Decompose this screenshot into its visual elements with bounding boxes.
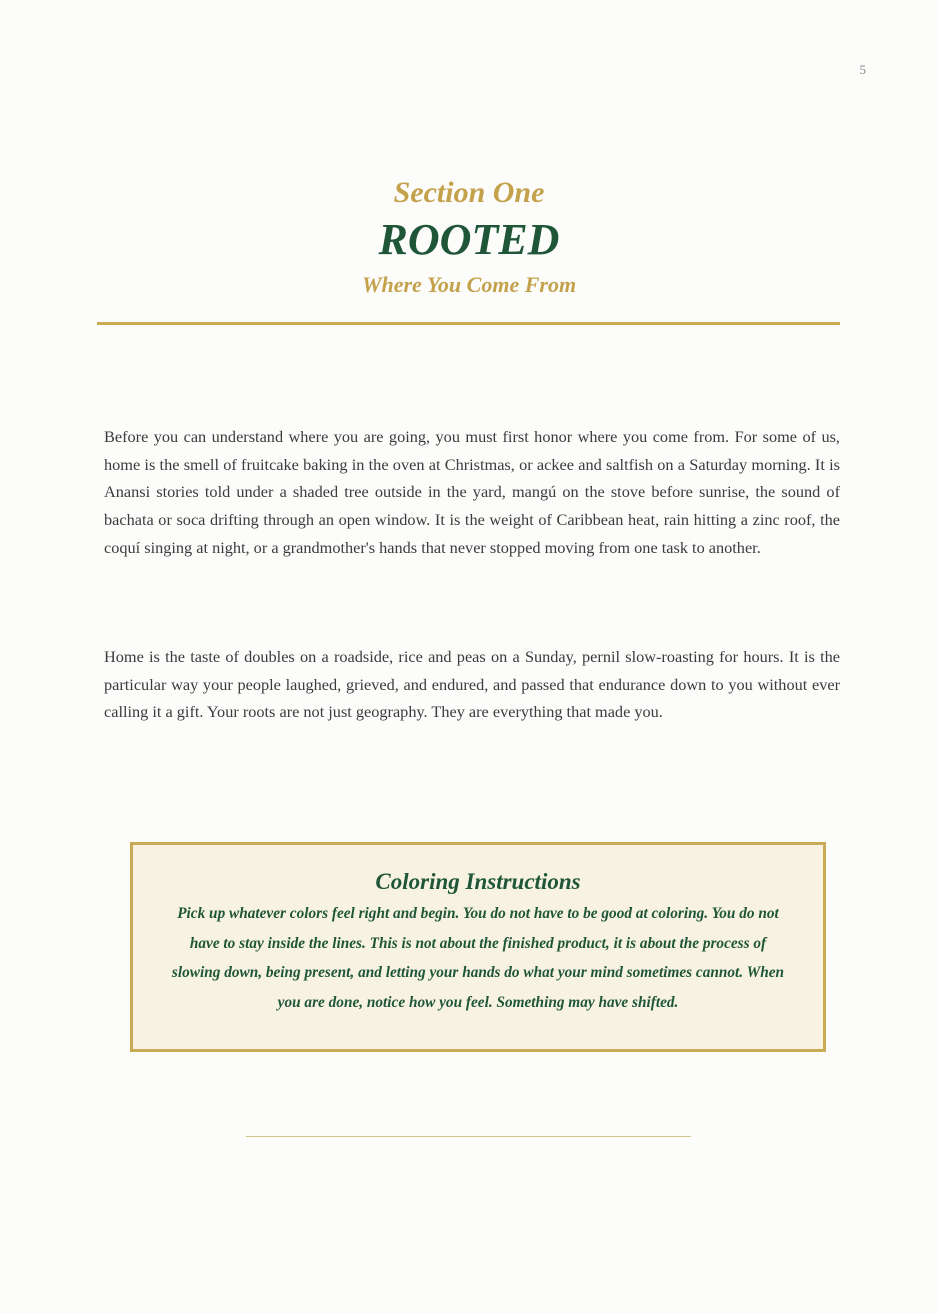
instructions-text: Pick up whatever colors feel right and begin. You do not have to be good at coloring. You do not have to stay inside the lines. This is not about the finished product, it is about the process of slowing down, being present, and letting your hands do what your mind sometimes cannot. When you are done, notice how you feel. Something may have shifted. xyxy=(171,905,785,1011)
body-paragraph-1: Before you can understand where you are going, you must first honor where you come from. For some of us, home is the smell of fruitcake baking in the oven at Christmas, or ackee and saltfish on a Saturday morning. It is Anansi stories told under a shaded tree outside in the yard, mangú on the stove before sunrise, the sound of bachata or soca drifting through an open window. It is the weight of Caribbean heat, rain hitting a zinc roof, the coquí singing at night, or a grandmother's hands that never stopped moving from one task to another. xyxy=(104,427,840,557)
coloring-instructions-box xyxy=(130,842,826,1052)
footer-divider xyxy=(246,1136,691,1137)
section-header xyxy=(0,172,938,300)
instructions-title: Coloring Instructions xyxy=(375,869,581,894)
section-title: ROOTED xyxy=(378,215,560,264)
section-subtitle: Where You Come From xyxy=(361,272,577,297)
section-label: Section One xyxy=(393,176,545,209)
header-divider xyxy=(97,322,840,325)
body-paragraph-2: Home is the taste of doubles on a roadside, rice and peas on a Sunday, pernil slow-roasting for hours. It is the particular way your people laughed, grieved, and endured, and passed that endurance down to you without ever calling it a gift. Your roots are not just geography. They are everything that made you. xyxy=(104,647,840,722)
page-number: 5 xyxy=(859,62,866,77)
